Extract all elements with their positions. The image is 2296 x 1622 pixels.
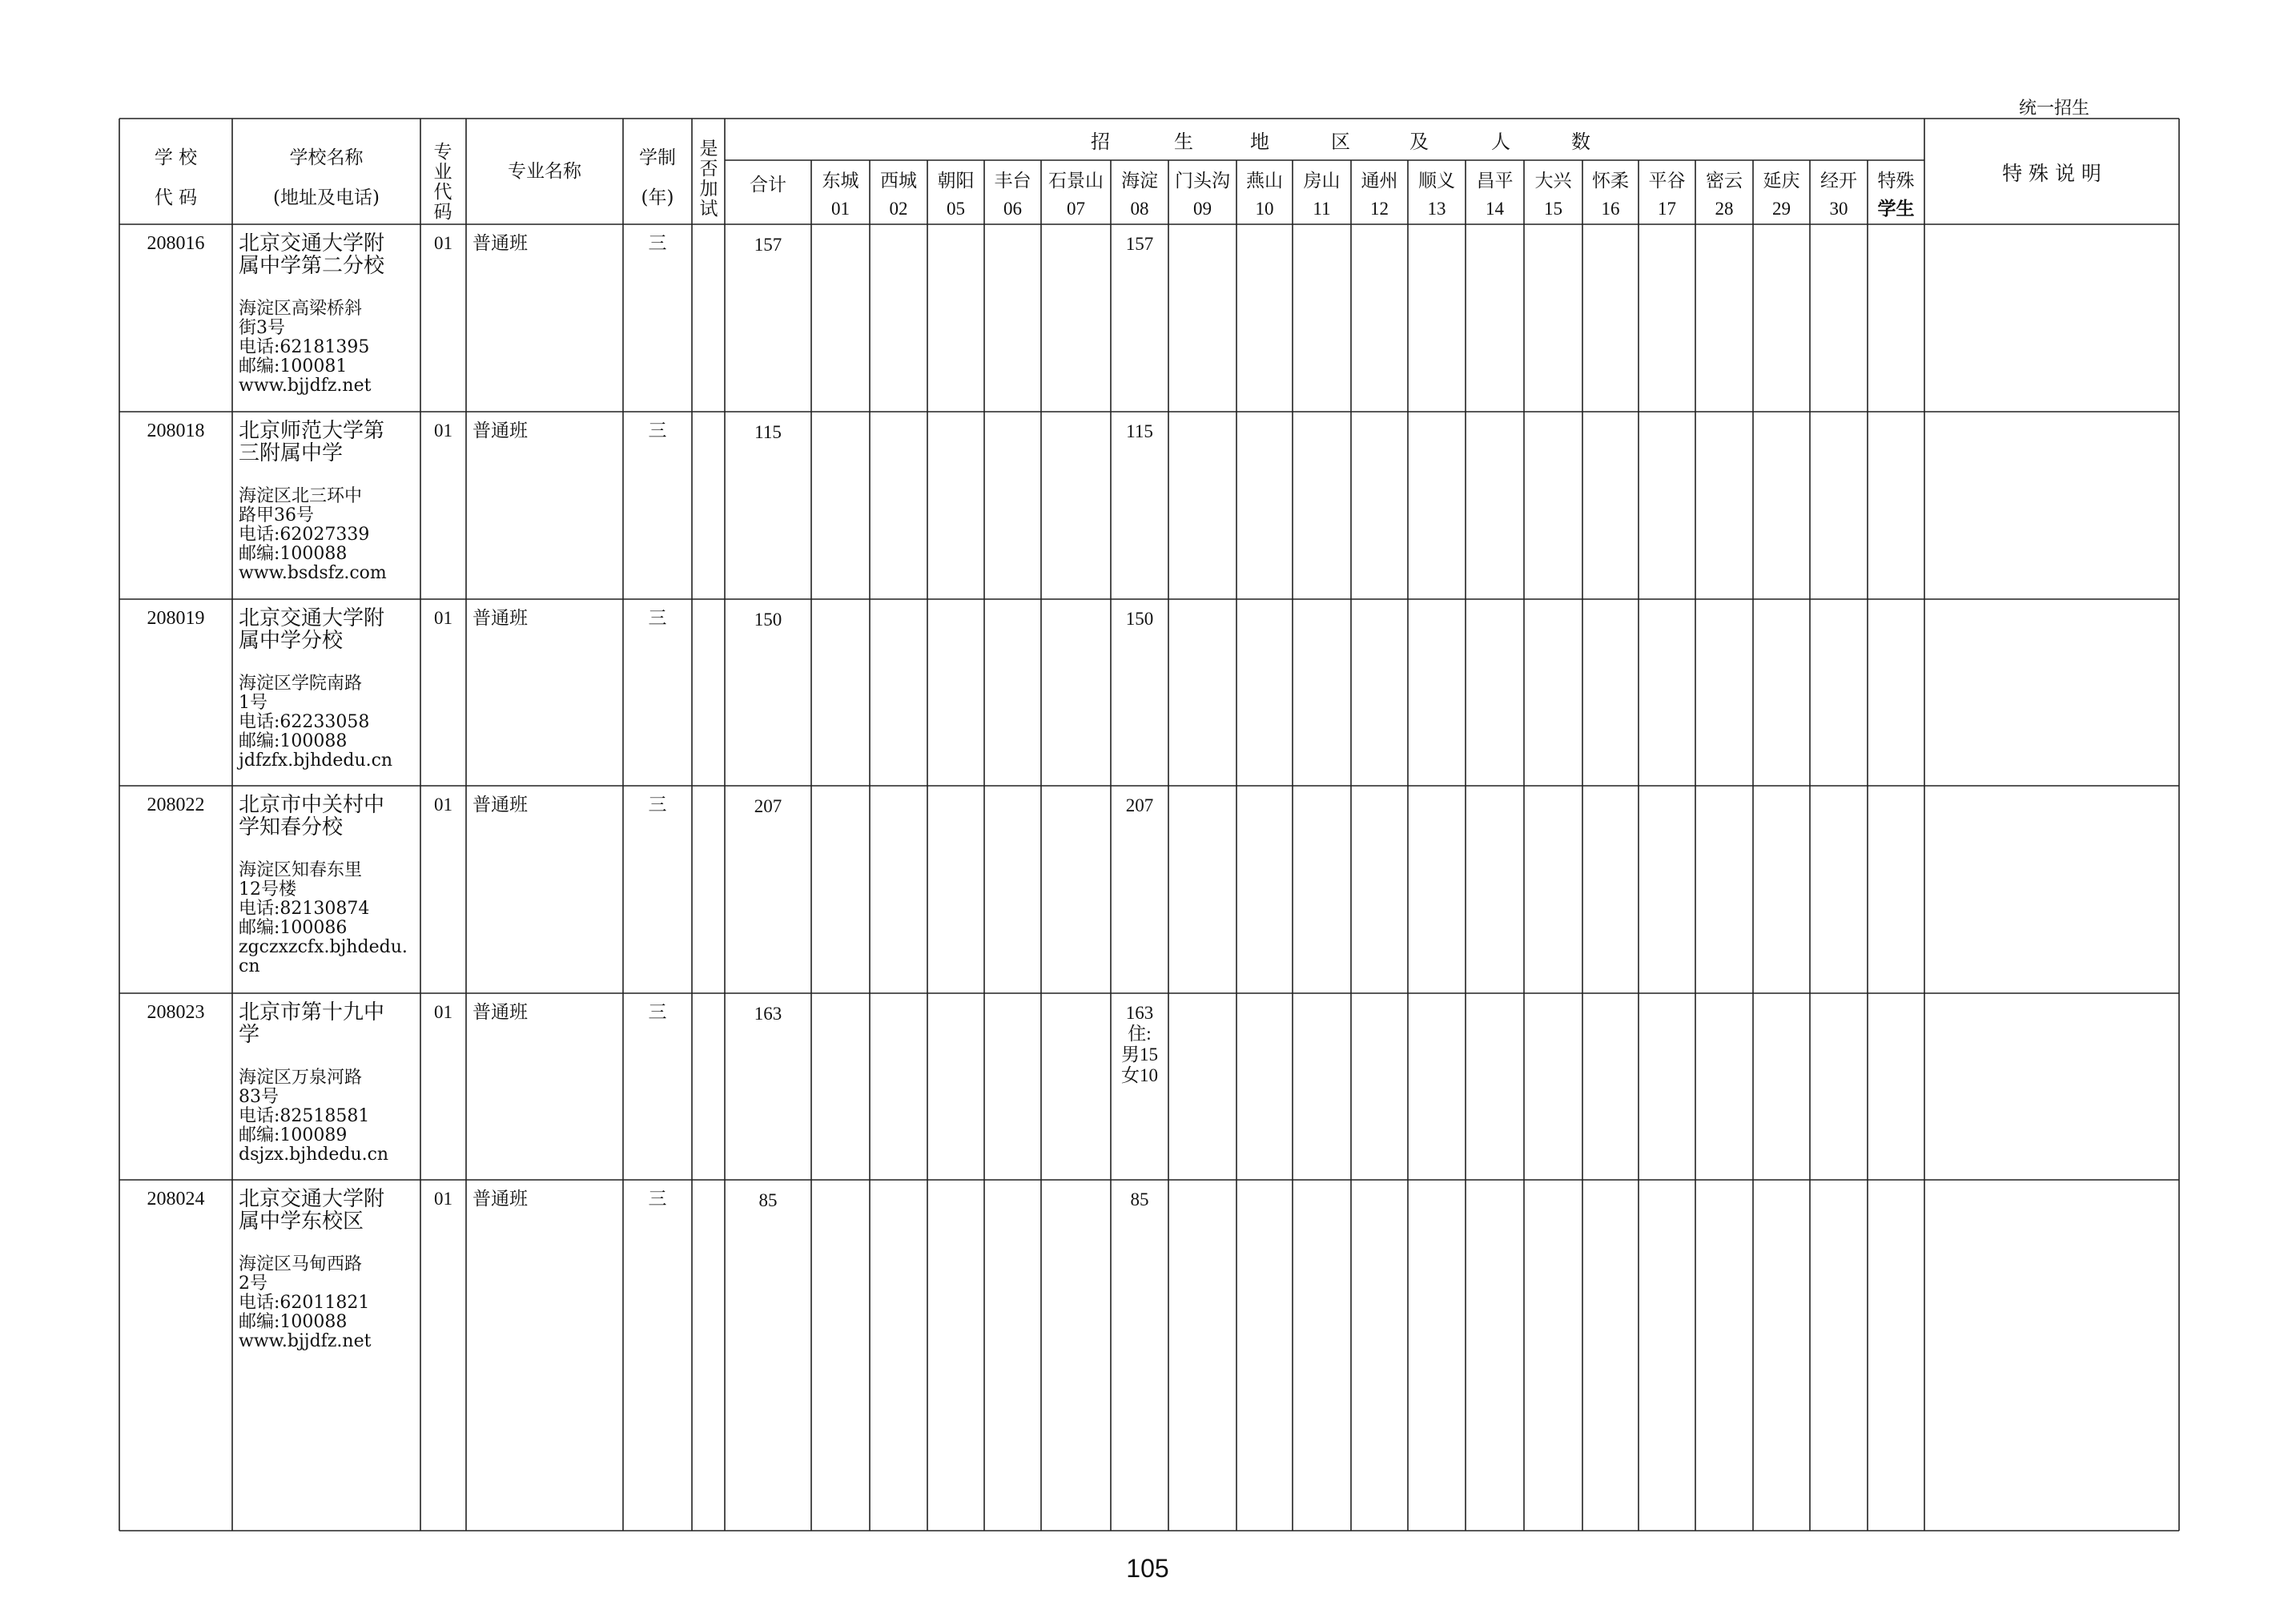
header-extra-test: 是 否 加 试 xyxy=(699,139,718,219)
region-name: 通州 xyxy=(1361,171,1398,191)
total-count: 115 xyxy=(754,422,782,442)
duration: 三 xyxy=(648,1189,667,1209)
area-title-char: 及 xyxy=(1409,131,1429,153)
header-duration: 学制 (年) xyxy=(639,147,676,208)
header-total: 合计 xyxy=(750,175,786,195)
region-name: 石景山 xyxy=(1048,171,1104,191)
total-count: 157 xyxy=(754,235,782,255)
area-title-char: 区 xyxy=(1331,131,1350,153)
school-code: 208022 xyxy=(147,795,205,815)
haidian-count: 115 xyxy=(1126,421,1153,441)
total-count: 150 xyxy=(754,610,782,630)
region-code-special: 学生 xyxy=(1877,199,1915,219)
region-name: 怀柔 xyxy=(1592,171,1629,191)
haidian-count: 207 xyxy=(1125,795,1154,815)
region-name: 海淀 xyxy=(1121,171,1158,191)
total-count: 163 xyxy=(754,1004,782,1024)
major-name: 普通班 xyxy=(472,1002,528,1023)
region-code: 13 xyxy=(1427,199,1446,219)
total-count: 207 xyxy=(754,796,782,816)
duration: 三 xyxy=(648,421,667,441)
major-name: 普通班 xyxy=(472,608,528,629)
region-name: 西城 xyxy=(880,171,917,191)
school-name: 北京师范大学第 三附属中学 xyxy=(239,419,385,465)
region-name: 丰台 xyxy=(994,171,1031,191)
major-code: 01 xyxy=(434,795,452,815)
total-count: 85 xyxy=(758,1190,778,1210)
region-code: 08 xyxy=(1130,199,1149,219)
region-code: 16 xyxy=(1601,199,1620,219)
haidian-count: 163 住: 男15 女10 xyxy=(1121,1003,1158,1085)
school-name: 北京市中关村中 学知春分校 xyxy=(239,793,385,839)
page-number: 105 xyxy=(1126,1554,1169,1583)
region-name: 密云 xyxy=(1706,171,1743,191)
duration: 三 xyxy=(648,795,667,815)
region-name: 房山 xyxy=(1303,171,1341,191)
area-title-char: 数 xyxy=(1571,131,1590,153)
haidian-count: 157 xyxy=(1125,234,1154,254)
region-name: 燕山 xyxy=(1246,171,1283,191)
region-code: 12 xyxy=(1370,199,1389,219)
admission-type-label: 统一招生 xyxy=(2018,99,2089,119)
school-address: 海淀区北三环中 路甲36号 电话:62027339 邮编:100088 www.bsdsfz.com xyxy=(239,486,387,583)
header-major-name: 专业名称 xyxy=(508,161,581,182)
header-remarks: 特 殊 说 明 xyxy=(2002,162,2101,185)
duration: 三 xyxy=(648,1002,667,1023)
school-code: 208016 xyxy=(147,233,205,254)
region-name: 延庆 xyxy=(1763,171,1800,191)
school-code: 208019 xyxy=(147,608,205,629)
region-name: 大兴 xyxy=(1534,171,1572,191)
school-address: 海淀区知春东里 12号楼 电话:82130874 邮编:100086 zgczxzcfx.bjhdedu. cn xyxy=(239,860,408,976)
major-code: 01 xyxy=(434,421,452,441)
region-code: 10 xyxy=(1255,199,1274,219)
area-title-char: 招 xyxy=(1091,131,1110,153)
major-name: 普通班 xyxy=(472,421,528,441)
school-address: 海淀区高梁桥斜 街3号 电话:62181395 邮编:100081 www.bjjdfz.net xyxy=(239,299,372,396)
region-code: 17 xyxy=(1658,199,1676,219)
school-address: 海淀区马甸西路 2号 电话:62011821 邮编:100088 www.bjjdfz.net xyxy=(239,1254,372,1351)
major-name: 普通班 xyxy=(472,1189,528,1209)
area-title-char: 人 xyxy=(1491,131,1510,153)
school-code: 208024 xyxy=(147,1189,205,1209)
school-name: 北京交通大学附 属中学第二分校 xyxy=(239,231,385,278)
duration: 三 xyxy=(648,608,667,629)
region-code: 06 xyxy=(1003,199,1022,219)
region-code: 01 xyxy=(831,199,850,219)
area-title-char: 地 xyxy=(1250,131,1269,153)
region-code: 02 xyxy=(889,199,908,219)
haidian-count: 85 xyxy=(1130,1189,1149,1209)
region-code: 09 xyxy=(1193,199,1212,219)
region-code: 07 xyxy=(1067,199,1085,219)
region-code: 11 xyxy=(1313,199,1331,219)
header-major-code: 专 业 代 码 xyxy=(433,142,452,223)
region-name: 昌平 xyxy=(1476,171,1514,191)
region-code: 14 xyxy=(1486,199,1504,219)
major-code: 01 xyxy=(434,608,452,628)
region-name-special: 特殊 xyxy=(1877,171,1915,191)
region-code: 29 xyxy=(1772,199,1791,219)
major-name: 普通班 xyxy=(472,795,528,815)
major-name: 普通班 xyxy=(472,233,528,254)
region-name: 顺义 xyxy=(1418,171,1455,191)
region-name: 朝阳 xyxy=(937,171,975,191)
header-school-name: 学校名称 (地址及电话) xyxy=(273,147,380,208)
region-code: 30 xyxy=(1829,199,1848,219)
school-name: 北京市第十九中 学 xyxy=(239,1000,385,1047)
school-code: 208023 xyxy=(147,1002,205,1023)
region-name: 东城 xyxy=(822,171,859,191)
header-school-code: 学 校 代 码 xyxy=(154,147,198,208)
school-address: 海淀区学院南路 1号 电话:62233058 邮编:100088 jdfzfx.bjhdedu.cn xyxy=(239,674,393,771)
region-name: 经开 xyxy=(1820,171,1857,191)
school-code: 208018 xyxy=(147,421,205,441)
region-name: 门头沟 xyxy=(1175,171,1230,191)
duration: 三 xyxy=(648,233,667,254)
region-code: 15 xyxy=(1544,199,1562,219)
region-code: 05 xyxy=(947,199,965,219)
major-code: 01 xyxy=(434,1189,452,1209)
school-name: 北京交通大学附 属中学东校区 xyxy=(239,1187,385,1234)
major-code: 01 xyxy=(434,1002,452,1022)
haidian-count: 150 xyxy=(1125,609,1154,629)
school-address: 海淀区万泉河路 83号 电话:82518581 邮编:100089 dsjzx.bjhdedu.cn xyxy=(239,1068,389,1165)
school-name: 北京交通大学附 属中学分校 xyxy=(239,606,385,653)
region-name: 平谷 xyxy=(1648,171,1686,191)
major-code: 01 xyxy=(434,233,452,253)
area-title-char: 生 xyxy=(1174,131,1193,153)
region-code: 28 xyxy=(1715,199,1734,219)
